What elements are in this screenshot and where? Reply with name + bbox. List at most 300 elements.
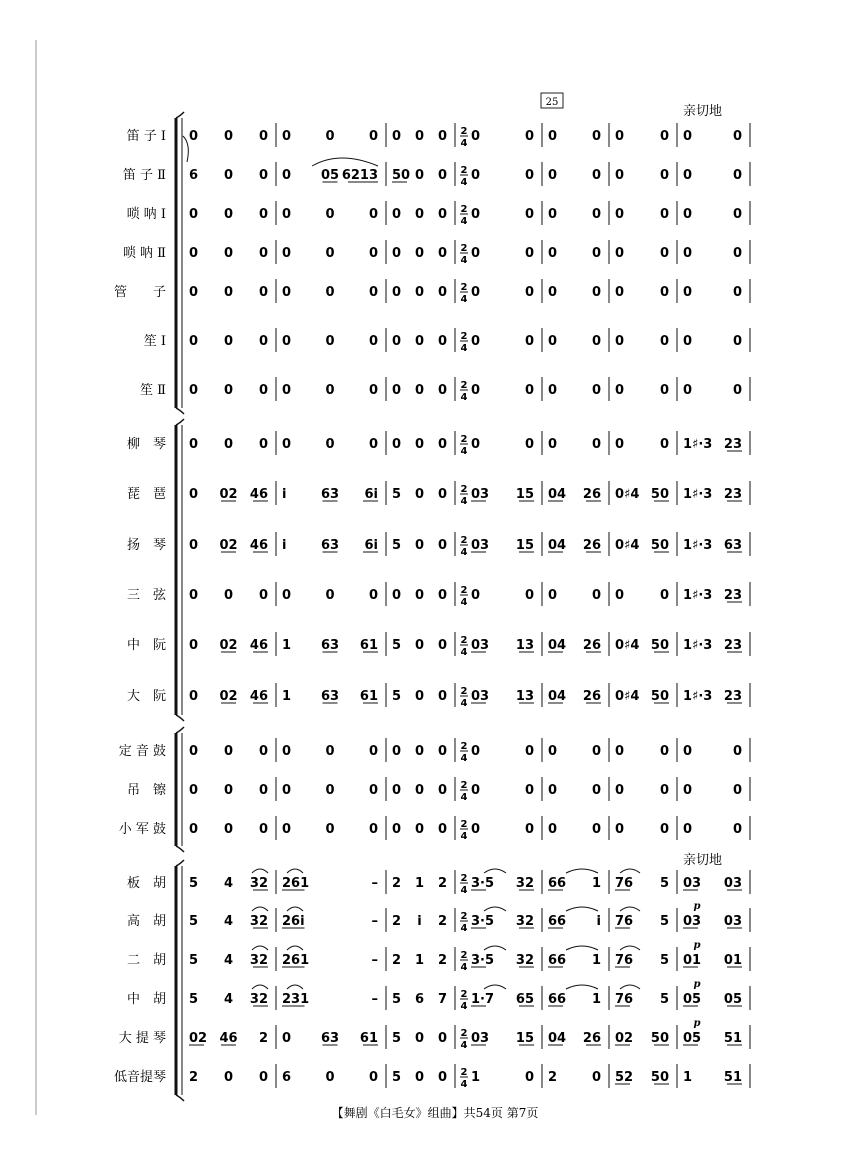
time-signature (460, 331, 468, 354)
bracket-hook-top (176, 419, 184, 425)
note-token: 0 (659, 285, 669, 300)
note-token: 0 (732, 246, 742, 261)
note-token: 3·5 (471, 914, 495, 929)
note-token: 0 (414, 285, 425, 300)
note-token: 0 (437, 744, 447, 759)
staff-row (119, 738, 750, 764)
note-token: 0 (524, 1070, 534, 1085)
staff-row (114, 1064, 750, 1090)
note-token: 261 (282, 953, 310, 968)
page-footer: 【舞剧《白毛女》组曲】共54页 第7页 (331, 1106, 539, 1120)
note-token: 0 (437, 207, 447, 222)
staff-row (119, 1018, 750, 1051)
note-token: 0 (258, 437, 268, 452)
note-token: 1 (591, 992, 601, 1007)
note-token: 0 (282, 168, 292, 183)
note-token: 0 (368, 334, 378, 349)
note-token: 0 (414, 1070, 425, 1085)
note-token: 3·5 (471, 953, 495, 968)
note-token: 04 (548, 487, 567, 502)
note-token: 0♯4 (615, 638, 640, 653)
note-token: 0 (223, 437, 234, 452)
slur (566, 869, 598, 873)
time-signature (460, 243, 468, 266)
staff-row (127, 777, 750, 803)
note-token: 0 (223, 129, 234, 144)
note-token: 0 (548, 334, 558, 349)
note-token: 0 (414, 638, 425, 653)
staff-row (127, 582, 750, 608)
note-token: 0 (437, 689, 447, 704)
note-token: 0 (414, 334, 425, 349)
note-token: 63 (320, 538, 340, 553)
note-token: 0 (437, 1031, 447, 1046)
slur (620, 985, 640, 989)
staff-row (144, 328, 750, 354)
note-token: 04 (548, 1031, 567, 1046)
note-token: 50 (650, 638, 669, 653)
note-token: i (417, 914, 422, 929)
instrument-group-plucked (127, 419, 750, 721)
note-token: 0 (437, 783, 447, 798)
note-token: 6 (189, 168, 199, 183)
note-token: – (371, 992, 378, 1007)
note-token: 1 (282, 638, 292, 653)
note-token: 01 (683, 953, 702, 968)
staff-row (127, 123, 750, 149)
note-token: 2 (548, 1070, 558, 1085)
time-sig-top: 2 (460, 950, 468, 961)
note-token: 0 (325, 744, 335, 759)
note-token: 0 (414, 168, 425, 183)
note-token: 0 (683, 246, 693, 261)
note-token: 03 (471, 538, 490, 553)
note-token: 0 (223, 285, 234, 300)
note-token: 0 (414, 783, 425, 798)
note-token: 0 (437, 588, 447, 603)
note-token: 1 (414, 953, 425, 968)
note-token: 0 (223, 246, 234, 261)
note-token: 0 (591, 822, 601, 837)
note-token: 5 (392, 487, 402, 502)
staff-row (127, 870, 750, 896)
note-token: 0 (392, 783, 402, 798)
note-token: 46 (249, 538, 268, 553)
note-token: 0 (548, 744, 558, 759)
note-token: 2 (437, 953, 447, 968)
staff-row (114, 279, 750, 305)
time-signature (460, 165, 468, 188)
note-token: 5 (392, 689, 402, 704)
note-token: 0 (615, 129, 625, 144)
note-token: 66 (548, 953, 567, 968)
note-token: 66 (548, 914, 567, 929)
note-token: 0 (591, 207, 601, 222)
note-token: 0 (548, 783, 558, 798)
note-token: 5 (659, 992, 669, 1007)
note-token: 5 (392, 538, 402, 553)
note-token: 6i (364, 487, 378, 502)
note-token: 0 (414, 538, 425, 553)
note-token: – (371, 953, 378, 968)
note-token: 0 (437, 487, 447, 502)
note-token: 0 (414, 383, 425, 398)
note-token: 0 (368, 285, 378, 300)
note-token: 0 (325, 437, 335, 452)
note-token: 0 (437, 538, 447, 553)
note-token: 0 (368, 744, 378, 759)
note-token: 0 (524, 783, 534, 798)
note-token: 0 (189, 638, 199, 653)
note-token: 0 (548, 437, 558, 452)
note-token: 0 (683, 207, 693, 222)
time-sig-bottom: 4 (460, 792, 468, 803)
note-token: 65 (515, 992, 534, 1007)
time-signature (460, 989, 468, 1012)
note-token: 76 (615, 876, 634, 891)
expression-mark-top: 亲切地 (683, 104, 723, 119)
instrument-name: 二 胡 (126, 953, 166, 968)
note-token: 0 (524, 437, 534, 452)
instrument-name: 唢 呐 Ⅰ (126, 207, 166, 222)
bracket-hook-bottom (176, 1095, 184, 1101)
instrument-name: 中 胡 (126, 992, 166, 1007)
note-token: 0 (471, 437, 481, 452)
instrument-name: 吊 镲 (126, 783, 166, 798)
note-token: 0 (615, 437, 625, 452)
note-token: 0 (223, 1070, 234, 1085)
note-token: 5 (659, 953, 669, 968)
score-systems (114, 112, 750, 1101)
note-token: 0 (471, 822, 481, 837)
note-token: 76 (615, 992, 634, 1007)
time-signature (460, 535, 468, 558)
note-token: 05 (683, 1031, 702, 1046)
note-token: 0 (659, 383, 669, 398)
note-token: 0 (548, 822, 558, 837)
note-token: 0 (471, 285, 481, 300)
time-sig-top: 2 (460, 243, 468, 254)
staff-row (123, 240, 750, 266)
time-sig-bottom: 4 (460, 138, 468, 149)
instrument-group-percussion (119, 727, 750, 852)
note-token: 0 (437, 129, 447, 144)
note-token: 0 (615, 822, 625, 837)
note-token: 0 (282, 822, 292, 837)
note-token: 0 (223, 822, 234, 837)
note-token: 0 (189, 437, 199, 452)
note-token: 0 (392, 383, 402, 398)
expression-mark-strings: 亲切地 (683, 853, 723, 868)
note-token: i (282, 538, 287, 553)
time-signature (460, 635, 468, 658)
time-signature (460, 741, 468, 764)
note-token: 03 (471, 1031, 490, 1046)
time-sig-top: 2 (460, 331, 468, 342)
note-token: 0 (189, 285, 199, 300)
staff-row (123, 162, 750, 188)
note-token: 0 (471, 246, 481, 261)
instrument-name: 唢 呐 Ⅱ (122, 246, 166, 261)
slur (287, 869, 303, 873)
note-token: 2 (392, 876, 402, 891)
note-token: 0 (189, 689, 199, 704)
note-token: 0 (258, 285, 268, 300)
note-token: 32 (515, 914, 534, 929)
note-token: 0 (189, 588, 199, 603)
time-sig-bottom: 4 (460, 698, 468, 709)
note-token: 0 (368, 207, 378, 222)
note-token: 0 (368, 383, 378, 398)
note-token: 03 (723, 876, 742, 891)
note-token: 03 (683, 914, 702, 929)
note-token: 0 (548, 207, 558, 222)
time-sig-top: 2 (460, 484, 468, 495)
staff-row (127, 901, 750, 934)
note-token: 2 (189, 1070, 199, 1085)
note-token: 15 (515, 538, 534, 553)
note-token: 0 (683, 744, 693, 759)
note-token: 0 (615, 334, 625, 349)
note-token: 0 (524, 207, 534, 222)
note-token: 0 (437, 1070, 447, 1085)
note-token: 32 (249, 953, 268, 968)
note-token: 0 (524, 246, 534, 261)
time-sig-bottom: 4 (460, 1040, 468, 1051)
note-token: 0 (659, 207, 669, 222)
time-signature (460, 686, 468, 709)
time-sig-top: 2 (460, 686, 468, 697)
note-token: 0 (258, 822, 268, 837)
note-token: 0 (325, 1070, 335, 1085)
note-token: 0 (258, 246, 268, 261)
note-token: 0 (325, 588, 335, 603)
note-token: 0 (414, 588, 425, 603)
note-token: 0 (471, 588, 481, 603)
note-token: 26 (582, 638, 601, 653)
note-token: 26 (582, 487, 601, 502)
note-token: 0 (282, 129, 292, 144)
note-token: 261 (282, 876, 310, 891)
note-token: 0 (437, 246, 447, 261)
note-token: 0 (189, 538, 199, 553)
dynamic-mark: p (693, 901, 701, 912)
note-token: 04 (548, 538, 567, 553)
note-token: 32 (249, 992, 268, 1007)
note-token: 26i (282, 914, 305, 929)
note-token: 0 (258, 334, 268, 349)
note-token: 63 (320, 638, 340, 653)
note-token: 46 (219, 1031, 238, 1046)
note-token: 0 (282, 383, 292, 398)
note-token: 23 (723, 638, 742, 653)
note-token: 0 (659, 246, 669, 261)
note-token: 5 (189, 876, 199, 891)
staff-row (127, 940, 750, 973)
note-token: 02 (219, 487, 238, 502)
note-token: 0 (437, 285, 447, 300)
time-sig-bottom: 4 (460, 343, 468, 354)
note-token: 0 (282, 437, 292, 452)
note-token: 50 (650, 487, 669, 502)
note-token: 6213 (341, 168, 378, 183)
note-token: 0 (414, 437, 425, 452)
time-signature (460, 1067, 468, 1090)
note-token: 50 (650, 689, 669, 704)
note-token: – (371, 914, 378, 929)
note-token: 1♯·3 (683, 437, 713, 452)
note-token: 0 (414, 129, 425, 144)
note-token: 0♯4 (615, 689, 640, 704)
note-token: 1♯·3 (683, 689, 713, 704)
note-token: 03 (471, 638, 490, 653)
note-token: 0 (282, 744, 292, 759)
note-token: 76 (615, 914, 634, 929)
note-token: 0 (659, 168, 669, 183)
slur (484, 907, 506, 911)
note-token: 1 (683, 1070, 693, 1085)
dynamic-mark: p (693, 1018, 701, 1029)
slur (252, 907, 268, 911)
note-token: 0 (471, 168, 481, 183)
note-token: 04 (548, 689, 567, 704)
slur (484, 946, 506, 950)
note-token: 50 (650, 1070, 669, 1085)
note-token: 63 (320, 689, 340, 704)
note-token: 0 (368, 588, 378, 603)
time-signature (460, 126, 468, 149)
note-token: 0 (615, 285, 625, 300)
time-sig-top: 2 (460, 819, 468, 830)
instrument-name: 中 阮 (126, 638, 166, 653)
note-token: 46 (249, 487, 268, 502)
time-sig-top: 2 (460, 741, 468, 752)
time-sig-top: 2 (460, 282, 468, 293)
note-token: 1♯·3 (683, 588, 713, 603)
time-sig-bottom: 4 (460, 446, 468, 457)
note-token: 0 (659, 822, 669, 837)
note-token: 50 (650, 1031, 669, 1046)
slur (252, 946, 268, 950)
note-token: 0 (368, 129, 378, 144)
note-token: 0 (732, 334, 742, 349)
note-token: 51 (723, 1070, 742, 1085)
note-token: 1 (591, 953, 601, 968)
note-token: 0 (325, 207, 335, 222)
note-token: 0 (223, 207, 234, 222)
instrument-name: 低音提琴 (113, 1070, 166, 1085)
instrument-name: 大 阮 (126, 689, 166, 704)
note-token: 0 (732, 783, 742, 798)
note-token: 46 (249, 638, 268, 653)
note-token: 0 (615, 168, 625, 183)
note-token: 52 (615, 1070, 634, 1085)
note-token: 0 (591, 129, 601, 144)
time-sig-bottom: 4 (460, 216, 468, 227)
instrument-name: 笛 子 Ⅱ (122, 168, 166, 183)
bracket-hook-top (176, 860, 184, 866)
slur (566, 985, 598, 989)
note-token: 6 (282, 1070, 292, 1085)
note-token: 63 (320, 487, 340, 502)
instrument-name: 高 胡 (126, 914, 166, 929)
note-token: 0 (392, 246, 402, 261)
staff-row (127, 481, 750, 507)
note-token: 03 (471, 487, 490, 502)
note-token: 0 (615, 207, 625, 222)
note-token: 0 (258, 168, 268, 183)
note-token: 0 (659, 744, 669, 759)
note-token: 61 (359, 1031, 378, 1046)
note-token: 23 (723, 437, 742, 452)
note-token: 0 (258, 588, 268, 603)
note-token: 0 (392, 744, 402, 759)
note-token: 1♯·3 (683, 538, 713, 553)
note-token: 0 (471, 383, 481, 398)
note-token: 0 (524, 744, 534, 759)
note-token: 1♯·3 (683, 487, 713, 502)
note-token: 1·7 (471, 992, 495, 1007)
time-sig-top: 2 (460, 635, 468, 646)
staff-row (127, 979, 750, 1012)
time-sig-bottom: 4 (460, 647, 468, 658)
time-signature (460, 780, 468, 803)
note-token: 0 (548, 383, 558, 398)
note-token: 0 (659, 129, 669, 144)
time-sig-top: 2 (460, 780, 468, 791)
note-token: 1 (414, 876, 425, 891)
note-token: 0 (223, 588, 234, 603)
note-token: 0 (368, 783, 378, 798)
note-token: 0 (189, 129, 199, 144)
note-token: 0 (189, 334, 199, 349)
note-token: 0 (659, 783, 669, 798)
note-token: 0 (732, 168, 742, 183)
instrument-name: 管 子 (113, 285, 166, 300)
note-token: 50 (650, 538, 669, 553)
note-token: 0 (282, 1031, 292, 1046)
note-token: 0 (189, 246, 199, 261)
note-token: 0 (189, 744, 199, 759)
note-token: 0 (471, 744, 481, 759)
note-token: 32 (249, 876, 268, 891)
note-token: 0 (189, 207, 199, 222)
note-token: 5 (659, 914, 669, 929)
note-token: 1 (471, 1070, 481, 1085)
note-token: 0 (189, 487, 199, 502)
rehearsal-mark: 25 (545, 97, 559, 108)
note-token: 5 (189, 953, 199, 968)
note-token: 0 (471, 334, 481, 349)
note-token: 0 (414, 487, 425, 502)
note-token: 0 (659, 437, 669, 452)
time-sig-top: 2 (460, 1028, 468, 1039)
note-token: 0 (414, 822, 425, 837)
note-token: 66 (548, 992, 567, 1007)
note-token: 32 (249, 914, 268, 929)
note-token: 0 (282, 246, 292, 261)
staff-row (127, 632, 750, 658)
note-token: 0 (392, 334, 402, 349)
note-token: 0 (223, 334, 234, 349)
note-token: 0 (548, 129, 558, 144)
note-token: 0 (414, 1031, 425, 1046)
note-token: 6 (414, 992, 425, 1007)
slur (620, 946, 640, 950)
note-token: 2 (437, 876, 447, 891)
note-token: 0 (368, 246, 378, 261)
note-token: 1♯·3 (683, 638, 713, 653)
